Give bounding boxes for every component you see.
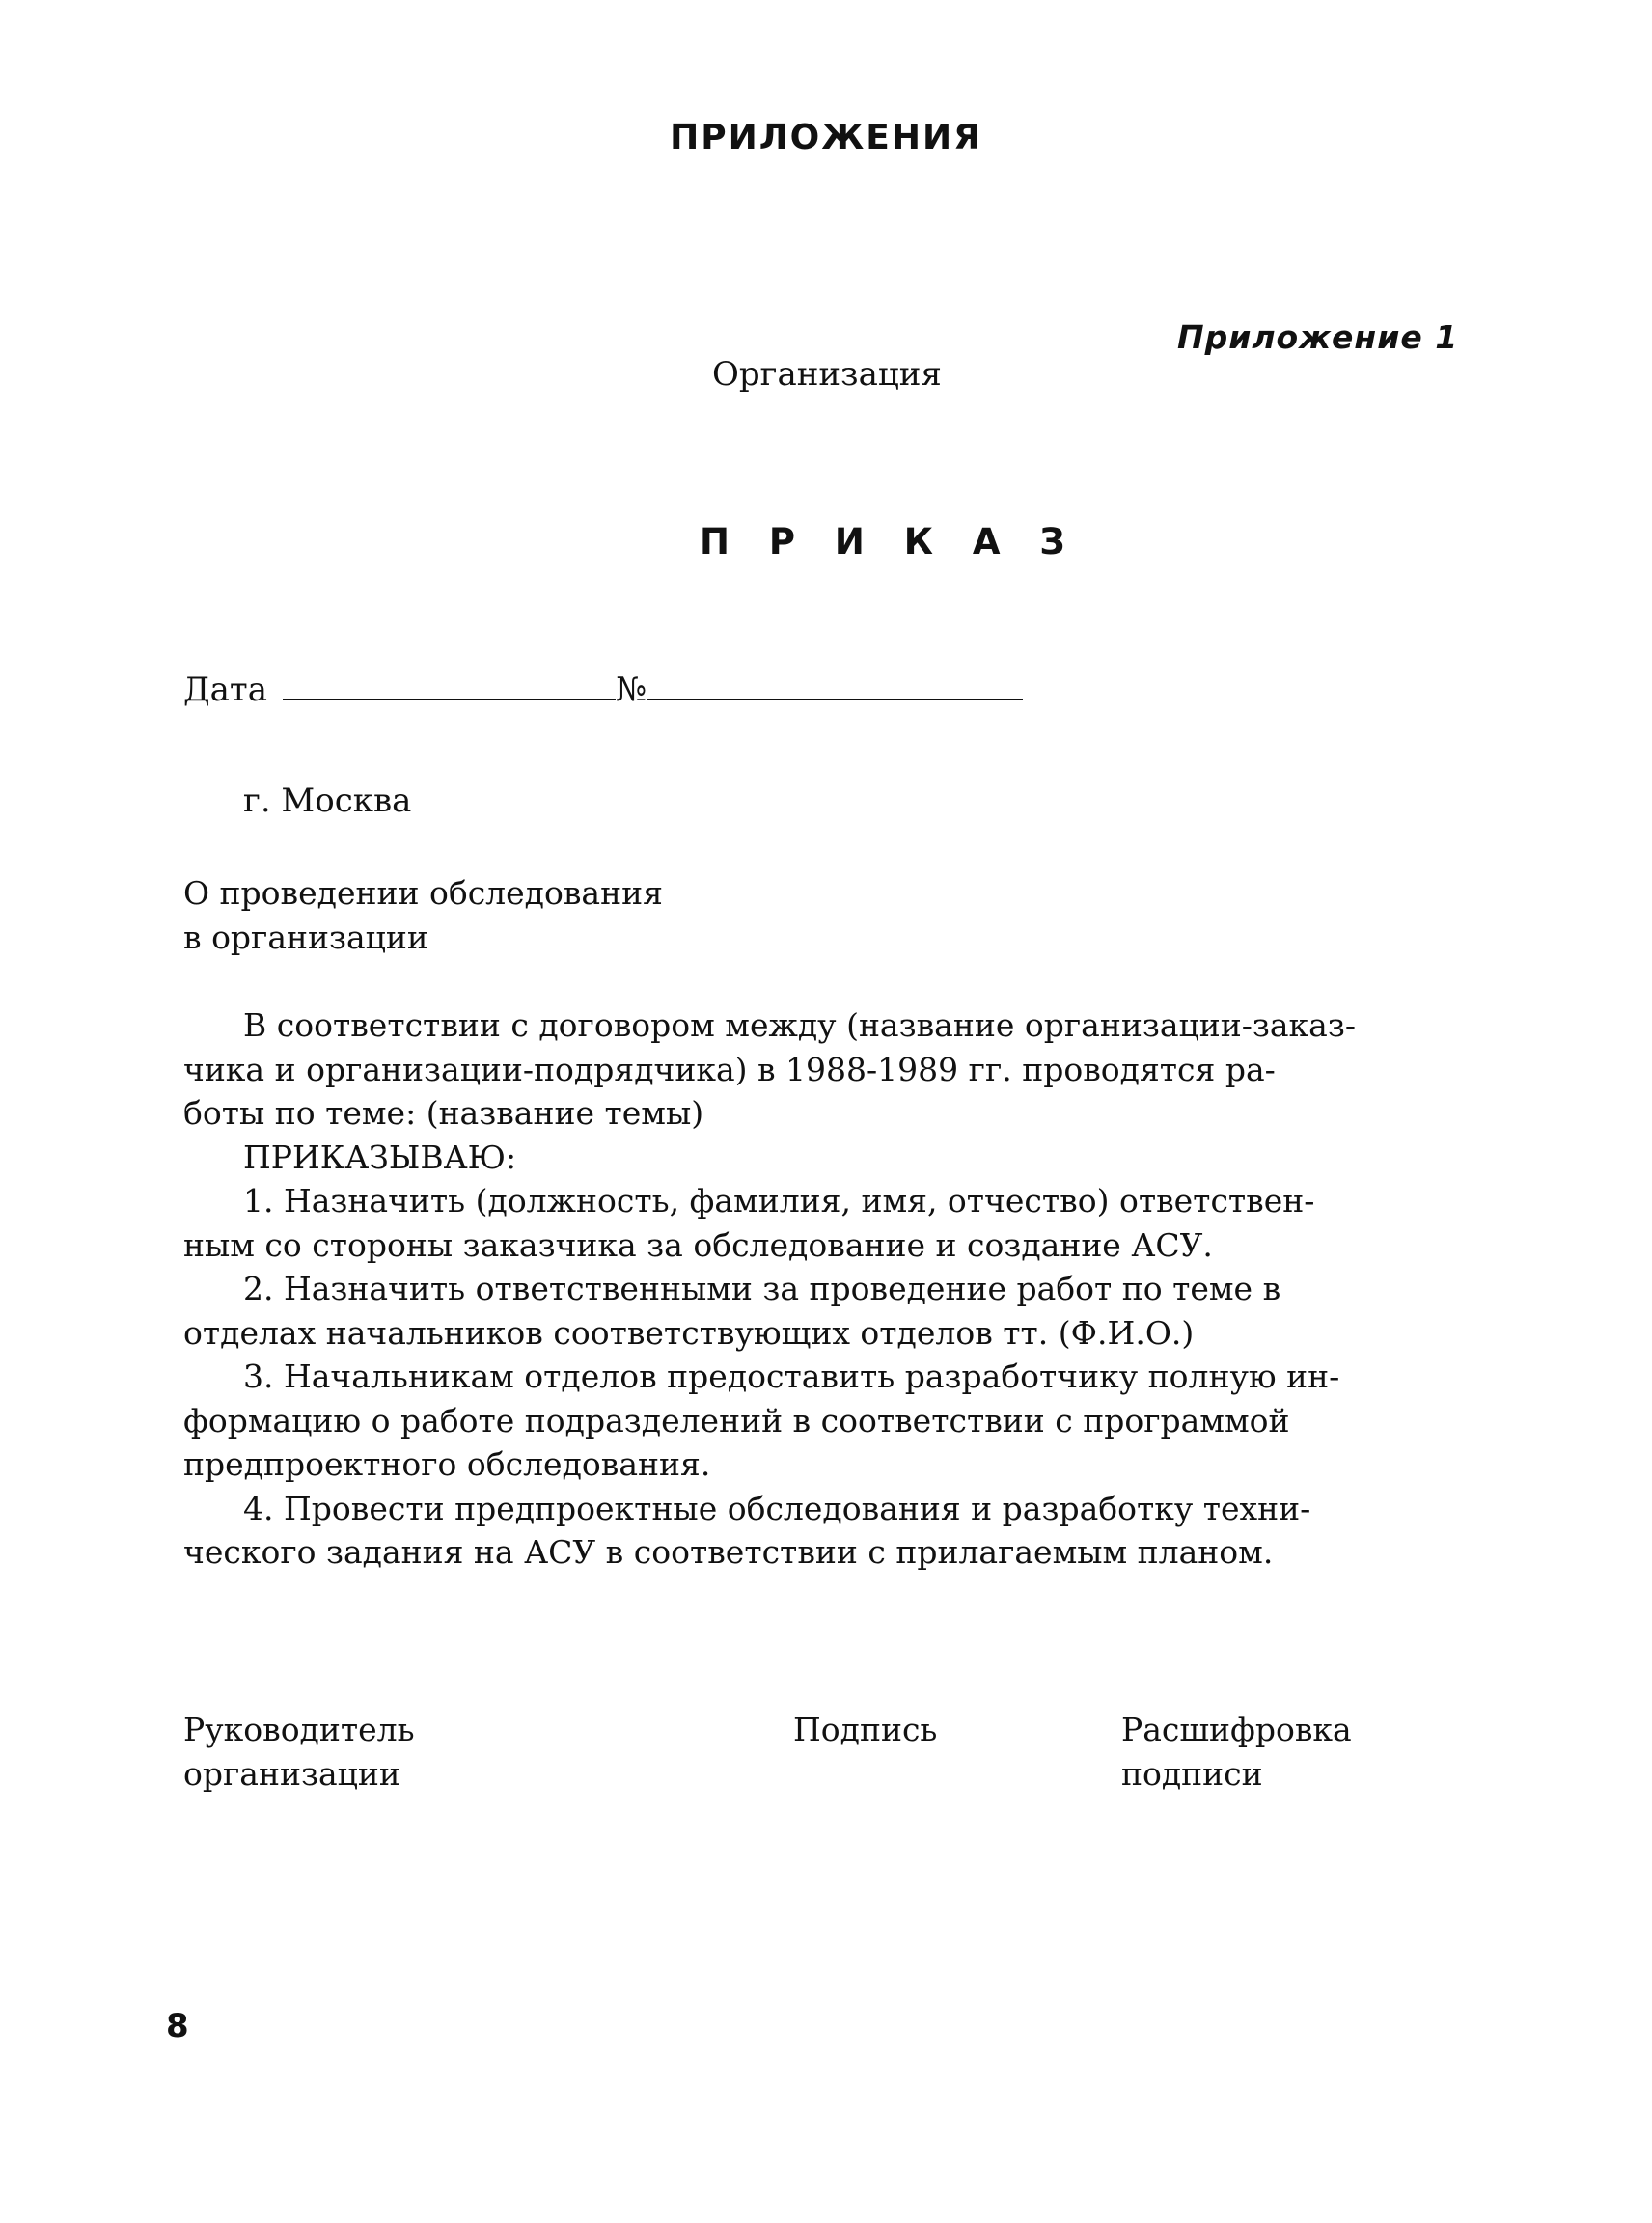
date-blank	[283, 672, 616, 700]
signature-decode-line: Расшифровка	[1121, 1711, 1352, 1748]
signature-head-label	[183, 1708, 415, 1797]
date-label: Дата	[183, 671, 267, 709]
body-line: боты по теме: (название темы)	[183, 1094, 704, 1132]
organization-label: Организация	[712, 355, 942, 394]
body-line: 1. Назначить (должность, фамилия, имя, отчество) ответствен-	[243, 1182, 1315, 1220]
signature-label: Подпись	[793, 1711, 938, 1748]
body-line: В соответствии с договором между (название организации-заказ-	[243, 1006, 1356, 1044]
body-line: 2. Назначить ответственными за проведение работ по теме в	[243, 1270, 1281, 1307]
number-blank	[647, 672, 1023, 700]
city: г. Москва	[243, 782, 412, 820]
order-title: П Р И К А З	[700, 521, 1079, 563]
date-number-line	[183, 671, 1023, 709]
subject-line: в организации	[183, 919, 428, 956]
signature-head-line: Руководитель	[183, 1711, 415, 1748]
body-line: ным со стороны заказчика за обследование и создание АСУ.	[183, 1225, 1213, 1264]
signature-head-line: организации	[183, 1755, 400, 1793]
appendix-label: Приложение 1	[1177, 318, 1459, 356]
signature-decode-label	[1121, 1708, 1352, 1797]
body-line: ПРИКАЗЫВАЮ:	[243, 1138, 517, 1176]
body-line: предпроектного обследования.	[183, 1445, 711, 1483]
order-subject	[183, 871, 663, 960]
body-line: 4. Провести предпроектные обследования и разработку техни-	[243, 1489, 1311, 1527]
body-line: формацию о работе подразделений в соответствии с программой	[183, 1401, 1290, 1440]
signature-decode-line: подписи	[1121, 1755, 1263, 1793]
number-label: №	[616, 671, 647, 709]
body-line: 3. Начальникам отделов предоставить разработчику полную ин-	[243, 1358, 1340, 1395]
body-line: ческого задания на АСУ в соответствии с прилагаемым планом.	[183, 1533, 1274, 1571]
subject-line: О проведении обследования	[183, 874, 663, 912]
body-line: отделах начальников соответствующих отделов тт. (Ф.И.О.)	[183, 1313, 1195, 1352]
body-line: чика и организации-подрядчика) в 1988-1989 гг. проводятся ра-	[183, 1050, 1276, 1088]
page-number: 8	[166, 2007, 189, 2045]
order-body	[183, 1003, 1496, 1575]
section-heading: ПРИЛОЖЕНИЯ	[670, 118, 982, 157]
